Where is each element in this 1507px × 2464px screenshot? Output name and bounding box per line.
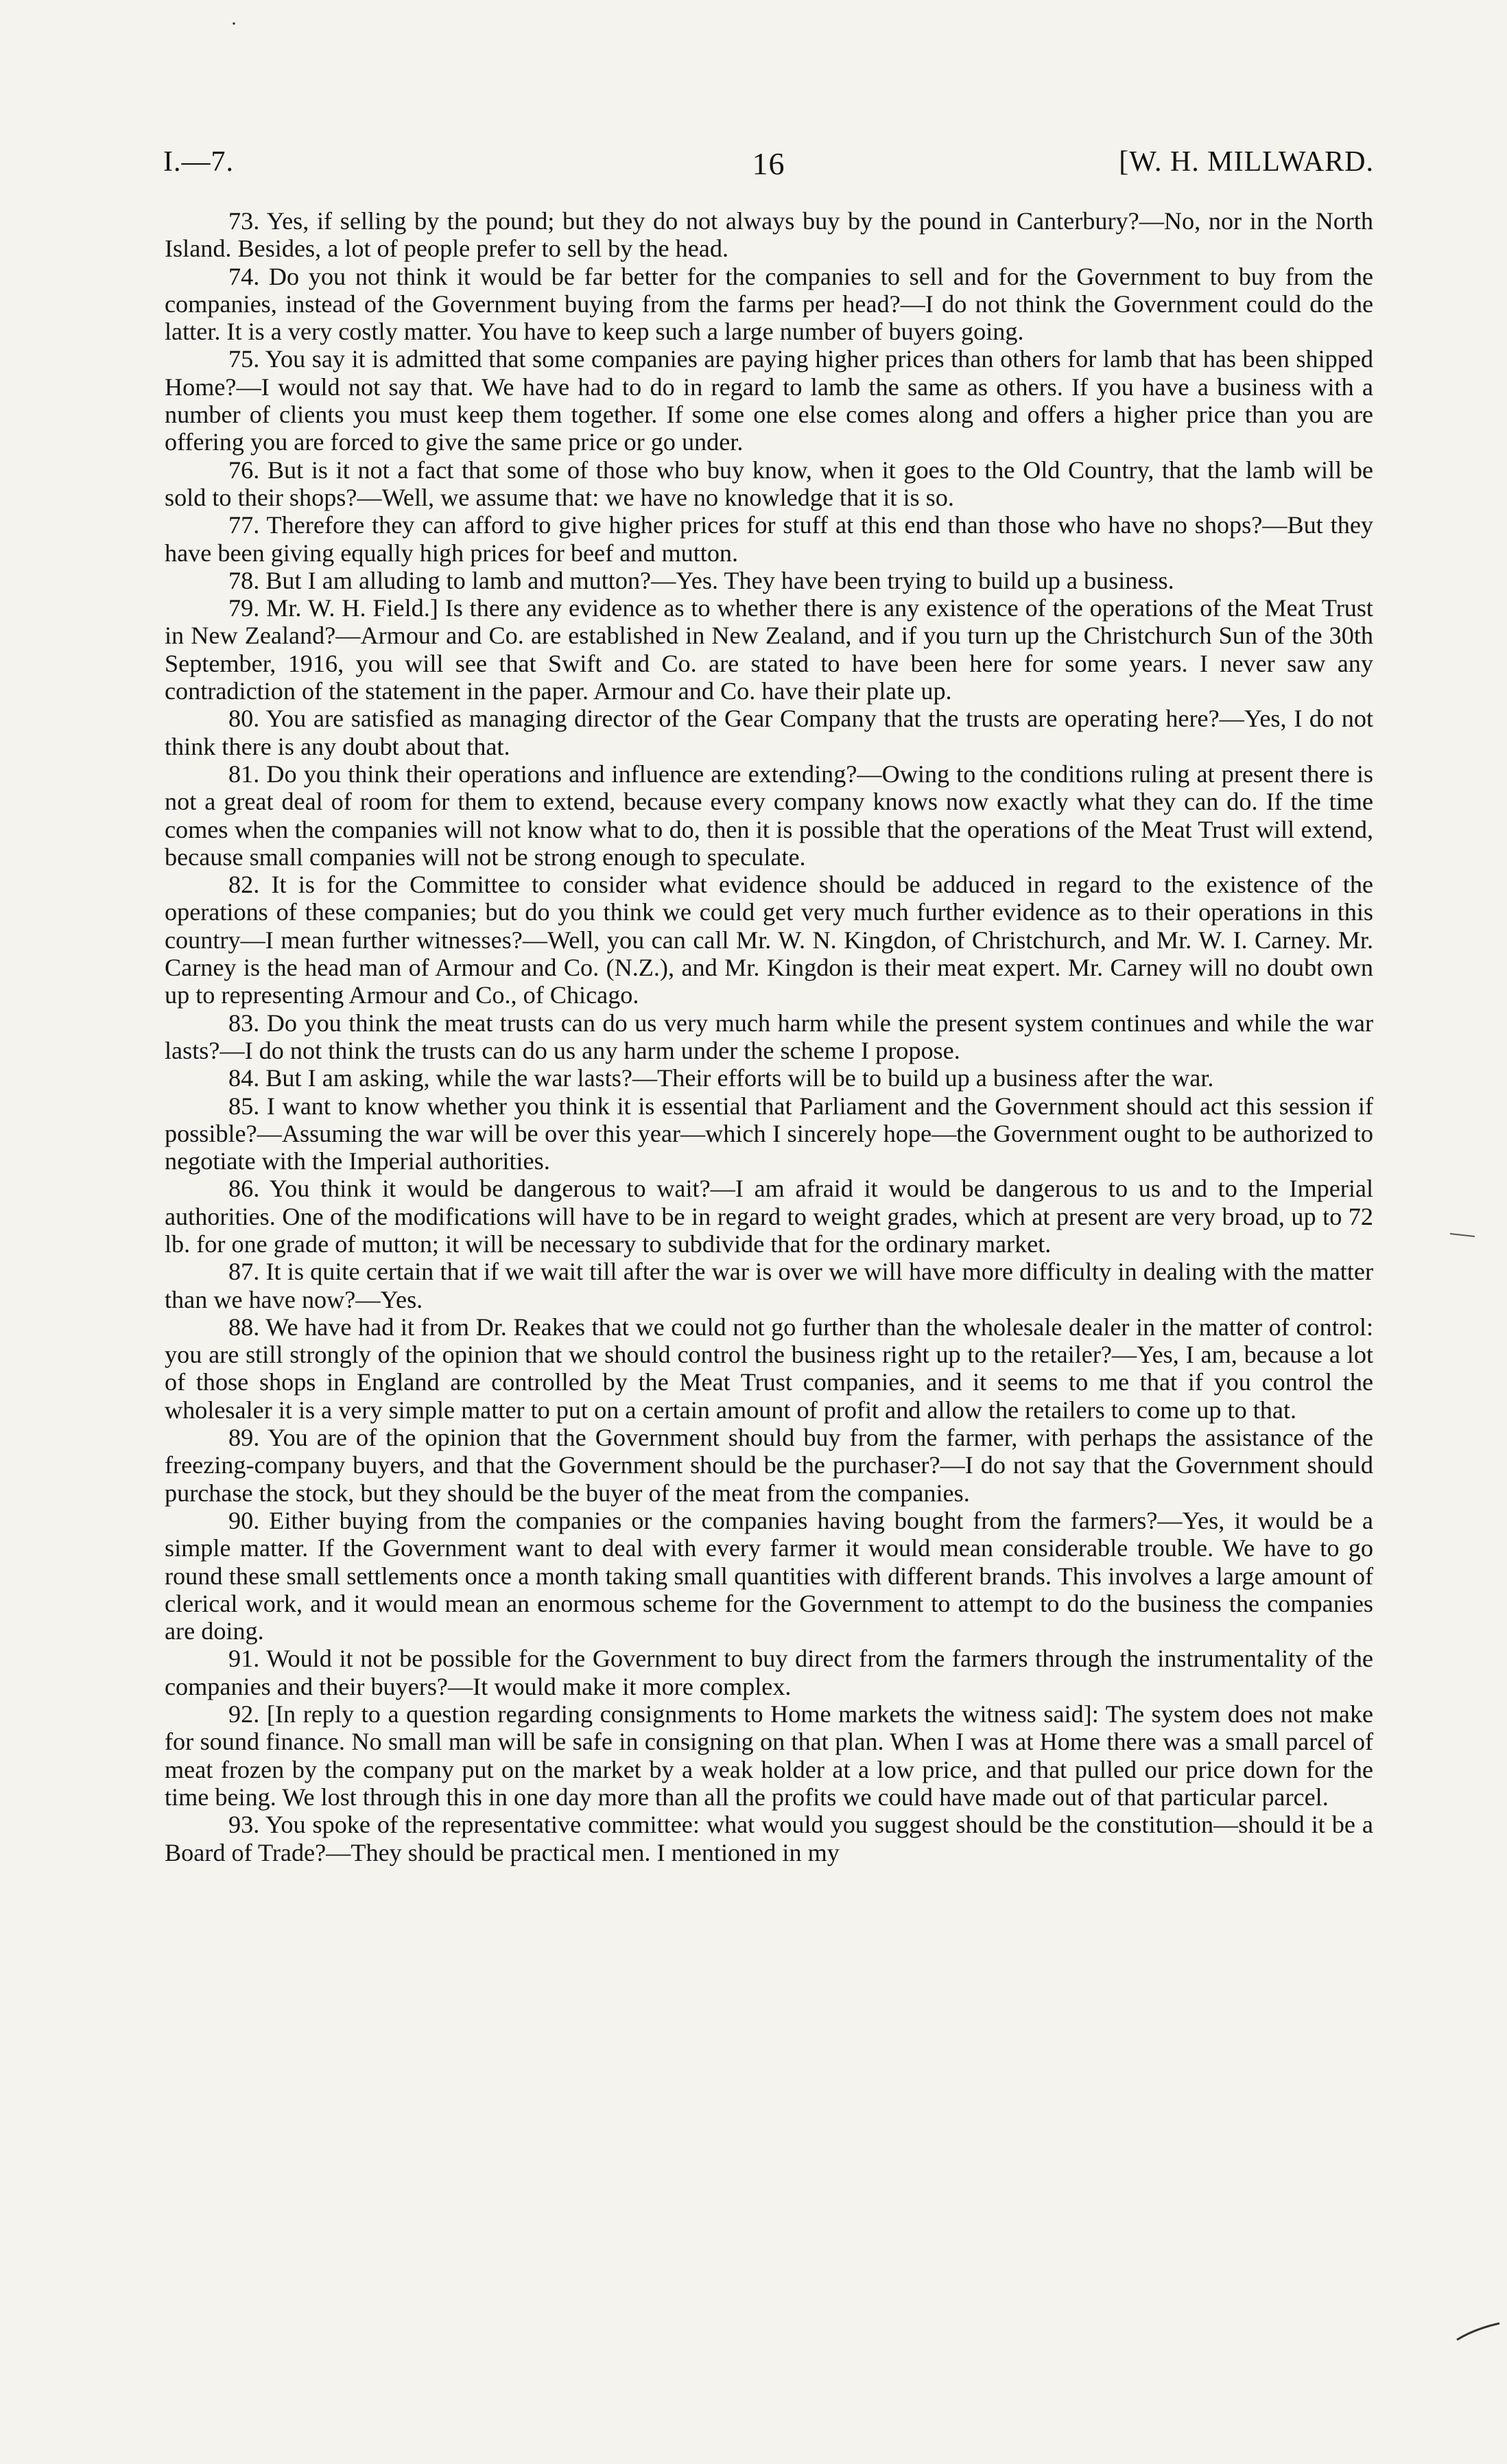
paragraph-73: 73. Yes, if selling by the pound; but they do not always buy by the pound in Canterbury?—No, nor in the North Island. Besides, a lot of people prefer to sell by the head. xyxy=(165,207,1373,263)
question-answer-body xyxy=(165,207,1373,1866)
paragraph-77: 77. Therefore they can afford to give higher prices for stuff at this end than those who have no shops?—But they have been giving equally high prices for beef and mutton. xyxy=(165,511,1373,567)
margin-pencil-stroke xyxy=(1454,2319,1502,2347)
paragraph-85: 85. I want to know whether you think it is essential that Parliament and the Government should act this session if possible?—Assuming the war will be over this year—which I sincerely hope—the Government ought to be authorized to negotiate with the Imperial authorities. xyxy=(165,1092,1373,1175)
paragraph-91: 91. Would it not be possible for the Government to buy direct from the farmers through the instrumentality of the companies and their buyers?—It would make it more complex. xyxy=(165,1645,1373,1700)
paragraph-93: 93. You spoke of the representative committee: what would you suggest should be the constitution—should it be a Board of Trade?—They should be practical men. I mentioned in my xyxy=(165,1811,1373,1866)
paragraph-92: 92. [In reply to a question regarding consignments to Home markets the witness said]: The system does not make for sound finance. No small man will be safe in consigning on that plan. When I was at Home there was a small parcel of meat frozen by the company put on the market by a weak holder at a low price, and that pulled our price down for the time being. We lost through this in one day more than all the profits we could have made out of that particular parcel. xyxy=(165,1700,1373,1811)
paragraph-81: 81. Do you think their operations and influence are extending?—Owing to the conditions ruling at present there is not a great deal of room for them to extend, because every company knows now exactly what they can do. If the time comes when the companies will not know what to do, then it is possible that the operations of the Meat Trust will extend, because small companies will not be strong enough to speculate. xyxy=(165,760,1373,871)
paragraph-90: 90. Either buying from the companies or the companies having bought from the farmers?—Yes, it would be a simple matter. If the Government want to deal with every farmer it would mean considerable trouble. We have to go round these small settlements once a month taking small quantities with different brands. This involves a large amount of clerical work, and it would mean an enormous scheme for the Government to attempt to do the business the companies are doing. xyxy=(165,1506,1373,1645)
paragraph-83: 83. Do you think the meat trusts can do us very much harm while the present system continues and while the war lasts?—I do not think the trusts can do us any harm under the scheme I propose. xyxy=(165,1009,1373,1064)
paper-reference: I.—7. xyxy=(163,146,234,178)
witness-name: [W. H. MILLWARD. xyxy=(1119,146,1374,178)
paragraph-88: 88. We have had it from Dr. Reakes that we could not go further than the wholesale dealer in the matter of control: you are still strongly of the opinion that we should control the business right up to the retailer?—Yes, I am, because a lot of those shops in England are controlled by the Meat Trust companies, and it seems to me that if you control the wholesaler it is a very simple matter to put on a certain amount of profit and allow the retailers to come up to that. xyxy=(165,1313,1373,1424)
paragraph-76: 76. But is it not a fact that some of those who buy know, when it goes to the Old Country, that the lamb will be sold to their shops?—Well, we assume that: we have no knowledge that it is so. xyxy=(165,456,1373,511)
paragraph-79: 79. Mr. W. H. Field.] Is there any evidence as to whether there is any existence of the operations of the Meat Trust in New Zealand?—Armour and Co. are established in New Zealand, and if you turn up the Christchurch Sun of the 30th September, 1916, you will see that Swift and Co. are stated to have been here for some years. I never saw any contradiction of the statement in the paper. Armour and Co. have their plate up. xyxy=(165,594,1373,705)
paragraph-80: 80. You are satisfied as managing director of the Gear Company that the trusts are operating here?—Yes, I do not think there is any doubt about that. xyxy=(165,705,1373,760)
paragraph-74: 74. Do you not think it would be far better for the companies to sell and for the Government to buy from the companies, instead of the Government buying from the farms per head?—I do not think the Government could do the latter. It is a very costly matter. You have to keep such a large number of buyers going. xyxy=(165,262,1373,346)
page-number: 16 xyxy=(752,146,785,181)
paragraph-84: 84. But I am asking, while the war lasts?—Their efforts will be to build up a business after the war. xyxy=(228,1064,1214,1092)
paragraph-82: 82. It is for the Committee to consider what evidence should be adduced in regard to the existence of the operations of these companies; but do you think we could get very much further evidence as to their operations in this country—I mean further witnesses?—Well, you can call Mr. W. N. Kingdon, of Christchurch, and Mr. W. I. Carney. Mr. Carney is the head man of Armour and Co. (N.Z.), and Mr. Kingdon is their meat expert. Mr. Carney will no doubt own up to representing Armour and Co., of Chicago. xyxy=(165,871,1373,1009)
paragraph-86: 86. You think it would be dangerous to wait?—I am afraid it would be dangerous to us and to the Imperial authorities. One of the modifications will have to be in regard to weight grades, which at present are very broad, up to 72 lb. for one grade of mutton; it will be necessary to subdivide that for the ordinary market. xyxy=(165,1175,1373,1258)
margin-pencil-mark xyxy=(1447,1228,1488,1242)
scan-speck: · xyxy=(230,12,237,35)
paragraph-75: 75. You say it is admitted that some companies are paying higher prices than others for lamb that has been shipped Home?—I would not say that. We have had to do in regard to lamb the same as others. If you have a business with a number of clients you must keep them together. If some one else comes along and offers a higher price than you are offering you are forced to give the same price or go under. xyxy=(165,345,1373,456)
page-header xyxy=(163,145,1374,187)
paragraph-89: 89. You are of the opinion that the Government should buy from the farmer, with perhaps the assistance of the freezing-company buyers, and that the Government should be the purchaser?—I do not say that the Government should purchase the stock, but they should be the buyer of the meat from the companies. xyxy=(165,1424,1373,1507)
paragraph-78: 78. But I am alluding to lamb and mutton?—Yes. They have been trying to build up a business. xyxy=(228,566,1174,594)
paragraph-87: 87. It is quite certain that if we wait till after the war is over we will have more difficulty in dealing with the matter than we have now?—Yes. xyxy=(165,1258,1373,1313)
